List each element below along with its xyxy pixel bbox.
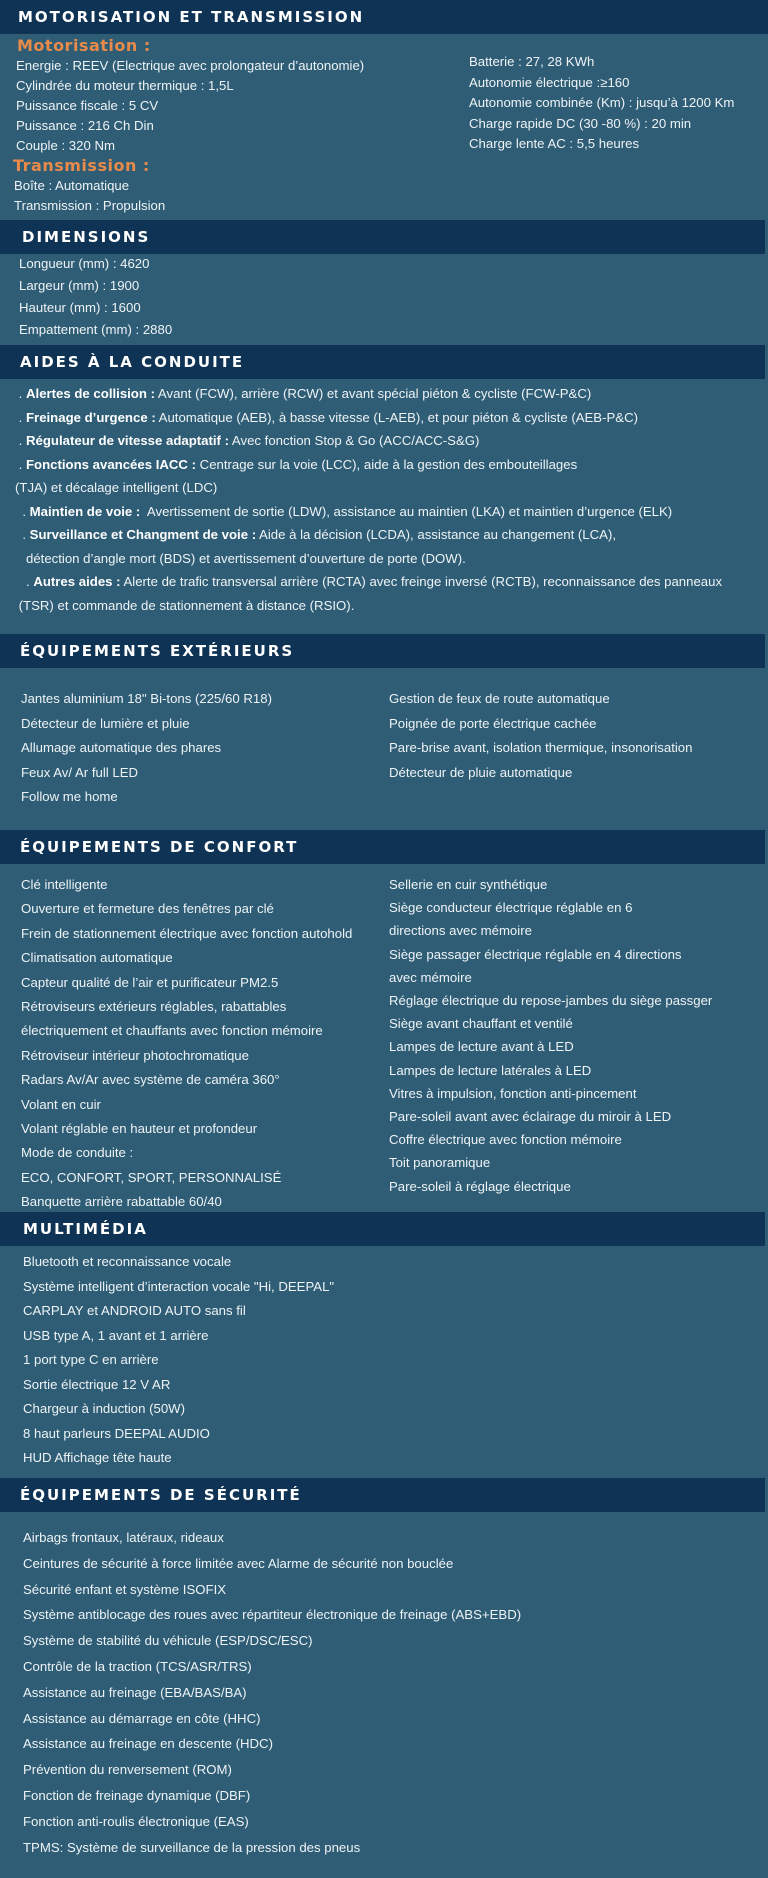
list-item: Longueur (mm) : 4620 [19, 256, 150, 271]
list-item: ECO, CONFORT, SPORT, PERSONNALISÉ [21, 1169, 282, 1185]
list-item: Ceintures de sécurité à force limitée avec Alarme de sécurité non bouclée [23, 1555, 454, 1571]
list-item: Assistance au freinage en descente (HDC) [23, 1736, 273, 1752]
list-item: Assistance au freinage (EBA/BAS/BA) [23, 1684, 247, 1700]
list-item: Fonction de freinage dynamique (DBF) [23, 1787, 251, 1803]
aide-text: (TJA) et décalage intelligent (LDC) [15, 480, 218, 495]
transmission-subtitle: Transmission : [13, 156, 150, 175]
list-item: Sortie électrique 12 V AR [23, 1376, 171, 1392]
list-item: Autonomie électrique :≥160 [469, 74, 630, 90]
motorisation-left-list [16, 56, 364, 156]
aide-text: Avec fonction Stop & Go (ACC/ACC-S&G) [229, 433, 480, 448]
aide-prefix: . [15, 409, 26, 425]
list-item: Chargeur à induction (50W) [23, 1401, 185, 1416]
aide-line [15, 406, 722, 430]
section-header-motorisation: MOTORISATION ET TRANSMISSION [0, 0, 768, 34]
aide-line [15, 500, 722, 524]
list-item: TPMS: Système de surveillance de la pression des pneus [23, 1839, 361, 1855]
list-item: HUD Affichage tête haute [23, 1450, 172, 1465]
list-item: avec mémoire [389, 969, 472, 985]
list-item: Sécurité enfant et système ISOFIX [23, 1581, 227, 1597]
aide-line [15, 453, 722, 477]
securite-list [23, 1525, 521, 1860]
aide-text: Aide à la décision (LCDA), assistance au changement (LCA), [256, 527, 617, 542]
aide-prefix: . [15, 574, 34, 589]
list-item: Rétroviseur intérieur photochromatique [21, 1047, 249, 1063]
list-item: Pare-soleil à réglage électrique [389, 1178, 571, 1194]
list-item: Allumage automatique des phares [21, 740, 222, 755]
aide-text: (TSR) et commande de stationnement à distance (RSIO). [15, 597, 355, 613]
section-header-confort: ÉQUIPEMENTS DE CONFORT [0, 830, 765, 864]
confort-left-list [21, 873, 352, 1215]
list-item: Boîte : Automatique [14, 178, 130, 193]
list-item: Puissance : 216 Ch Din [16, 118, 154, 133]
aide-text: Alerte de trafic transversal arrière (RCTA) avec freinge inversé (RCTB), reconnaissance des panneaux [120, 574, 723, 589]
aide-line [15, 594, 722, 618]
aide-line [15, 476, 722, 500]
aide-prefix: . [15, 433, 26, 448]
list-item: Système antiblocage des roues avec répartiteur électronique de freinage (ABS+EBD) [23, 1607, 522, 1623]
motorisation-subtitle: Motorisation : [17, 36, 151, 55]
list-item: Détecteur de lumière et pluie [21, 715, 190, 731]
list-item: Transmission : Propulsion [14, 198, 166, 213]
confort-right-list [389, 873, 712, 1198]
list-item: Puissance fiscale : 5 CV [16, 98, 159, 113]
list-item: Climatisation automatique [21, 950, 173, 966]
list-item: Charge rapide DC (30 -80 %) : 20 min [469, 115, 692, 131]
list-item: Largeur (mm) : 1900 [19, 278, 140, 293]
aide-line [15, 570, 722, 594]
list-item: Fonction anti-roulis électronique (EAS) [23, 1813, 249, 1829]
list-item: Airbags frontaux, latéraux, rideaux [23, 1530, 224, 1545]
aide-text: Avant (FCW), arrière (RCW) et avant spécial piéton & cycliste (FCW-P&C) [154, 386, 592, 401]
list-item: Prévention du renversement (ROM) [23, 1762, 232, 1778]
aide-prefix: . [15, 527, 30, 542]
list-item: Charge lente AC : 5,5 heures [469, 136, 640, 151]
section-header-exterieurs: ÉQUIPEMENTS EXTÉRIEURS [0, 634, 765, 668]
list-item: Cylindrée du moteur thermique : 1,5L [16, 78, 234, 93]
aide-label: Alertes de collision : [26, 386, 155, 401]
aide-label: Freinage d’urgence : [26, 409, 156, 425]
list-item: électriquement et chauffants avec fonction mémoire [21, 1023, 323, 1039]
list-item: Capteur qualité de l’air et purificateur PM2.5 [21, 974, 279, 990]
list-item: Bluetooth et reconnaissance vocale [23, 1254, 232, 1269]
list-item: Système de stabilité du véhicule (ESP/DSC/ESC) [23, 1633, 313, 1649]
list-item: Pare-brise avant, isolation thermique, insonorisation [389, 740, 693, 755]
aide-label: Régulateur de vitesse adaptatif : [26, 433, 229, 448]
list-item: 8 haut parleurs DEEPAL AUDIO [23, 1425, 210, 1441]
list-item: Hauteur (mm) : 1600 [19, 300, 141, 315]
section-header-aides: AIDES À LA CONDUITE [0, 345, 765, 379]
exterieurs-left-list [21, 687, 272, 810]
aide-text: Centrage sur la voie (LCC), aide à la gestion des embouteillages [196, 456, 578, 472]
list-item: Clé intelligente [21, 877, 108, 892]
aide-label: Surveillance et Changment de voie : [29, 527, 257, 542]
list-item: Coffre électrique avec fonction mémoire [389, 1132, 622, 1148]
list-item: Banquette arrière rabattable 60/40 [21, 1194, 222, 1210]
list-item: Radars Av/Ar avec système de caméra 360° [21, 1072, 280, 1088]
list-item: Système intelligent d’interaction vocale "Hi, DEEPAL" [23, 1278, 335, 1294]
list-item: Follow me home [21, 789, 118, 804]
list-item: Lampes de lecture avant à LED [389, 1039, 574, 1055]
list-item: directions avec mémoire [389, 923, 532, 939]
aide-line [15, 382, 722, 406]
list-item: Feux Av/ Ar full LED [21, 764, 139, 780]
list-item: Contrôle de la traction (TCS/ASR/TRS) [23, 1658, 252, 1674]
aide-label: Autres aides : [33, 574, 121, 589]
list-item: Energie : REEV (Electrique avec prolongateur d’autonomie) [16, 58, 365, 73]
aide-text: Avertissement de sortie (LDW), assistance au maintien (LKA) et maintien d’urgence (ELK) [140, 503, 673, 519]
list-item: Sellerie en cuir synthétique [389, 877, 548, 892]
section-header-securite: ÉQUIPEMENTS DE SÉCURITÉ [0, 1478, 765, 1512]
list-item: Empattement (mm) : 2880 [19, 322, 173, 337]
list-item: Autonomie combinée (Km) : jusqu’à 1200 Km [469, 95, 735, 110]
list-item: Toit panoramique [389, 1155, 491, 1171]
list-item: Volant en cuir [21, 1096, 101, 1112]
list-item: Siège avant chauffant et ventilé [389, 1016, 573, 1032]
list-item: Mode de conduite : [21, 1145, 134, 1161]
aide-line [15, 523, 722, 547]
exterieurs-right-list [389, 687, 692, 785]
aide-prefix: . [15, 386, 26, 401]
list-item: Batterie : 27, 28 KWh [469, 54, 595, 69]
aide-text: Automatique (AEB), à basse vitesse (L-AEB), et pour piéton & cycliste (AEB-P&C) [155, 409, 638, 425]
aide-prefix: . [15, 456, 26, 472]
section-header-multimedia: MULTIMÉDIA [0, 1212, 765, 1246]
aide-prefix: . [15, 503, 30, 519]
list-item: Rétroviseurs extérieurs réglables, rabattables [21, 999, 287, 1015]
list-item: Jantes aluminium 18" Bi-tons (225/60 R18) [21, 691, 272, 706]
aide-label: Maintien de voie : [29, 503, 141, 519]
transmission-list [14, 176, 165, 216]
list-item: Détecteur de pluie automatique [389, 764, 573, 780]
dimensions-list [19, 253, 172, 341]
aide-label: Fonctions avancées IACC : [26, 456, 197, 472]
list-item: Pare-soleil avant avec éclairage du miroir à LED [389, 1109, 672, 1125]
list-item: Poignée de porte électrique cachée [389, 715, 597, 731]
list-item: Frein de stationnement électrique avec fonction autohold [21, 925, 353, 941]
list-item: Assistance au démarrage en côte (HHC) [23, 1710, 261, 1726]
aides-list [15, 382, 722, 617]
list-item: CARPLAY et ANDROID AUTO sans fil [23, 1303, 246, 1318]
section-header-dimensions: DIMENSIONS [0, 220, 765, 254]
list-item: Lampes de lecture latérales à LED [389, 1062, 592, 1078]
aide-text: détection d’angle mort (BDS) et avertissement d’ouverture de porte (DOW). [15, 550, 466, 566]
list-item: USB type A, 1 avant et 1 arrière [23, 1327, 209, 1343]
list-item: 1 port type C en arrière [23, 1352, 159, 1367]
list-item: Gestion de feux de route automatique [389, 691, 610, 706]
aide-line [15, 547, 722, 571]
aide-line [15, 429, 722, 453]
list-item: Siège passager électrique réglable en 4 directions [389, 946, 682, 962]
list-item: Couple : 320 Nm [16, 138, 115, 153]
list-item: Vitres à impulsion, fonction anti-pincement [389, 1085, 637, 1101]
motorisation-right-list [469, 52, 734, 155]
list-item: Siège conducteur électrique réglable en 6 [389, 900, 633, 916]
multimedia-list [23, 1250, 334, 1471]
list-item: Volant réglable en hauteur et profondeur [21, 1121, 258, 1137]
list-item: Ouverture et fermeture des fenêtres par clé [21, 901, 274, 917]
list-item: Réglage électrique du repose-jambes du siège passger [389, 993, 713, 1009]
